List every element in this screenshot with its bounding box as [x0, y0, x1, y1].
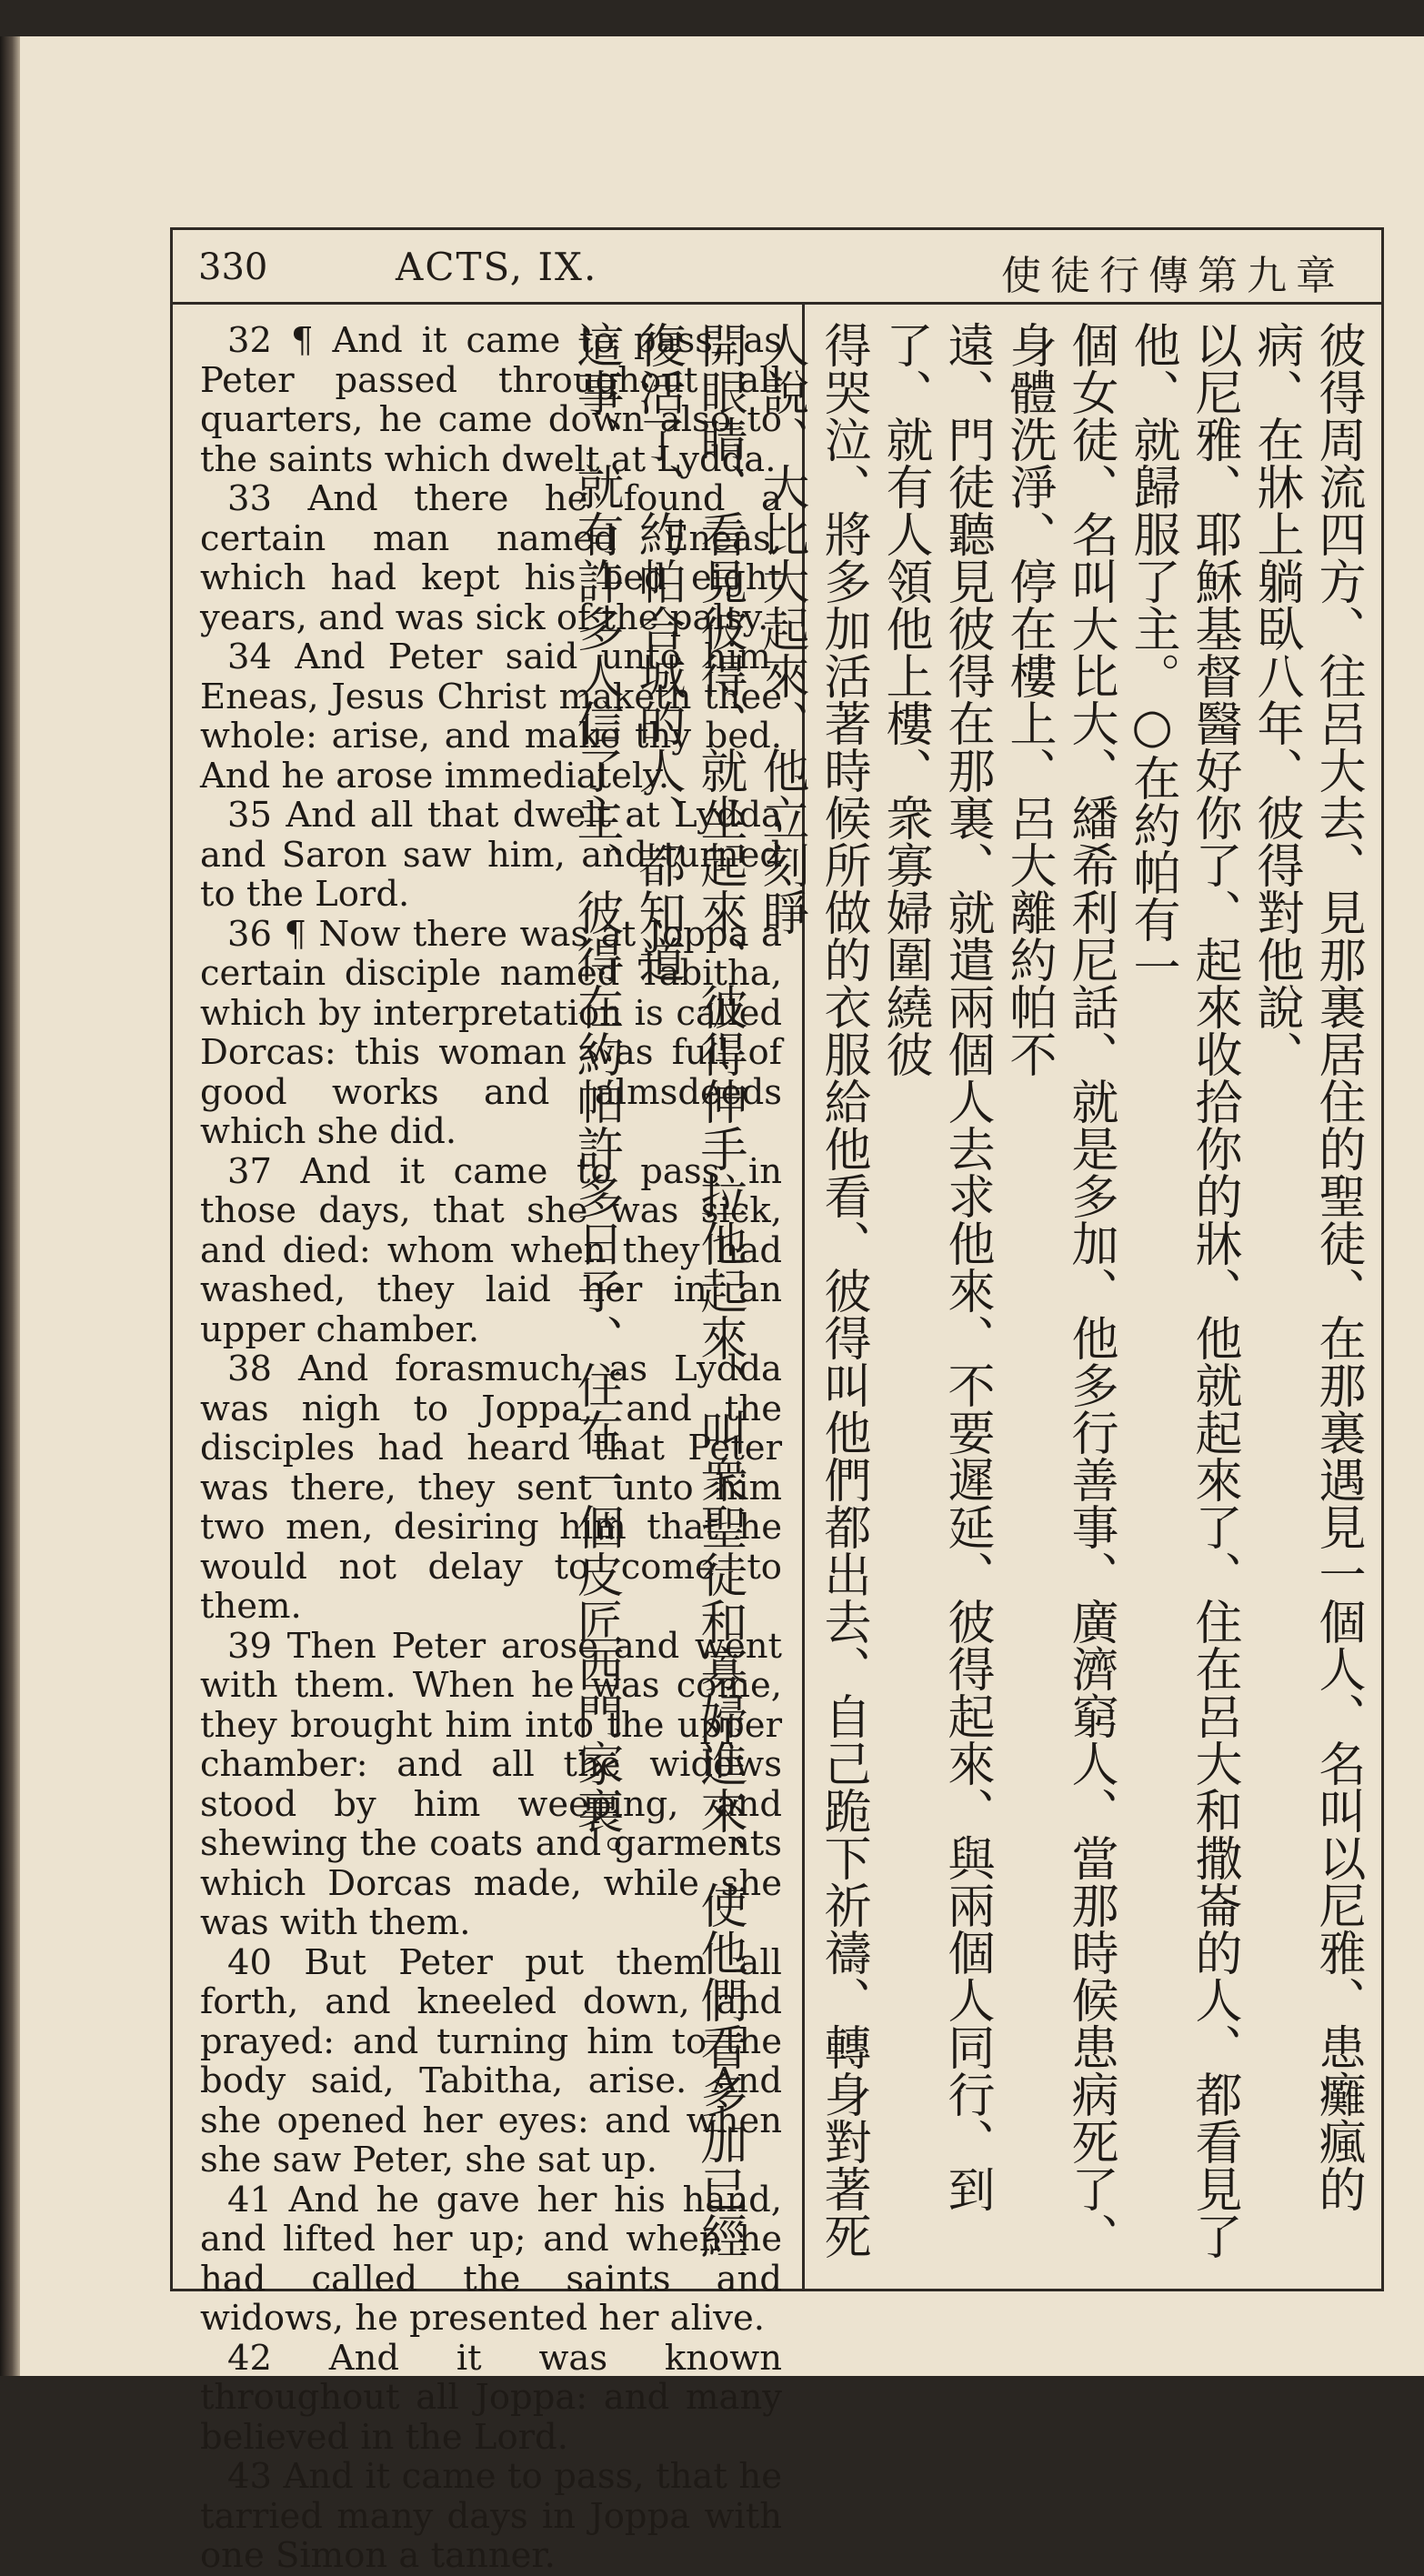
verse-36: 36 ¶ Now there was at Joppa a certain disciple named Tabitha, which by interpretation is called Dorcas: this woman was full of good works and almsdeeds which she did.	[200, 913, 782, 1152]
text-frame	[170, 227, 1384, 2576]
verse-35: 35 And all that dwelt at Lydda and Saron saw him, and turned to the Lord.	[200, 795, 782, 915]
verse-43: 43 And it came to pass, that he tarried many days in Joppa with one Simon a tanner.	[200, 2456, 782, 2576]
verse-32: 32 ¶ And it came to pass, as Peter passed throughout all quarters, he came down also to the saints which dwelt at Lydda.	[200, 320, 782, 480]
chinese-line-6: 開眼睛、看見彼得、就坐起來、彼得伸手拉他起來、叫衆聖徒和寡婦進來、使他們看多加已經復活了、約帕合城的人、都知道	[630, 321, 747, 2260]
verse-37: 37 And it came to pass in those days, that she was sick, and died: whom when they had washed, they laid her in an upper chamber.	[200, 1150, 782, 1350]
verse-42: 42 And it was known throughout all Joppa: and many believed in the Lord.	[200, 2337, 782, 2458]
running-head: ACTS, IX.	[396, 245, 598, 289]
verse-39: 39 Then Peter arose and went with them. When he was come, they brought him into the upper chamber: and all the widows stood by him weeping, and shewing the coats and garments which Dorcas made, while she was with them.	[200, 1625, 782, 1943]
chinese-running-head: 使徒行傳第九章	[1001, 253, 1345, 299]
chinese-line-3: 個女徒、名叫大比大、繙希利尼話、就是多加、他多行善事、廣濟窮人、當那時候患病死了、身體洗淨、停在樓上、呂大離約帕不	[1001, 321, 1118, 2260]
chinese-line-5: 得哭泣、將多加活著時候所做的衣服給他看、彼得叫他們都出去、自己跪下祈禱、轉身對著死人說、大比大起來、他立刻睜	[754, 321, 870, 2260]
chinese-line-7: 這事、就有許多人信了主、彼得在約帕許多日子、住在一個皮匠西門家裏。	[568, 321, 623, 1881]
verse-34: 34 And Peter said unto him, Eneas, Jesus Christ maketh thee whole: arise, and make thy bed. And he arose immediately.	[200, 636, 782, 797]
chinese-line-1: 彼得周流四方、往呂大去、見那裏居住的聖徒、在那裏遇見一個人、名叫以尼雅、患癱瘋的病、在牀上躺臥八年、彼得對他說、	[1249, 321, 1365, 2212]
verse-40: 40 But Peter put them all forth, and kneeled down, and prayed: and turning him to the body said, Tabitha, arise. And she opened her eyes: and when she saw Peter, she sat up.	[200, 1941, 782, 2180]
book-page	[20, 36, 1424, 2576]
chinese-line-2: 以尼雅、耶穌基督醫好你了、起來收拾你的牀、他就起來了、住在呂大和撒崙的人、都看見了他、就歸服了主。○在約帕有一	[1125, 321, 1241, 2260]
verse-41: 41 And he gave her his hand, and lifted her up; and when he had called the saints and widows, he presented her alive.	[200, 2179, 782, 2339]
book-gutter	[0, 36, 20, 2376]
verse-33: 33 And there he found a certain man named Eneas, which had kept his bed eight years, and was sick of the palsy.	[200, 478, 782, 638]
page-header	[173, 230, 1381, 305]
page-number: 330	[198, 246, 268, 288]
chinese-line-4: 遠、門徒聽見彼得在那裏、就遣兩個人去求他來、不要遲延、彼得起來、與兩個人同行、到了、就有人領他上樓、衆寡婦圍繞彼	[877, 321, 994, 2212]
verse-38: 38 And forasmuch as Lydda was nigh to Joppa, and the disciples had heard that Peter was there, they sent unto him two men, desiring him that he would not delay to come to them.	[200, 1348, 782, 1627]
chinese-column	[568, 321, 1369, 2276]
